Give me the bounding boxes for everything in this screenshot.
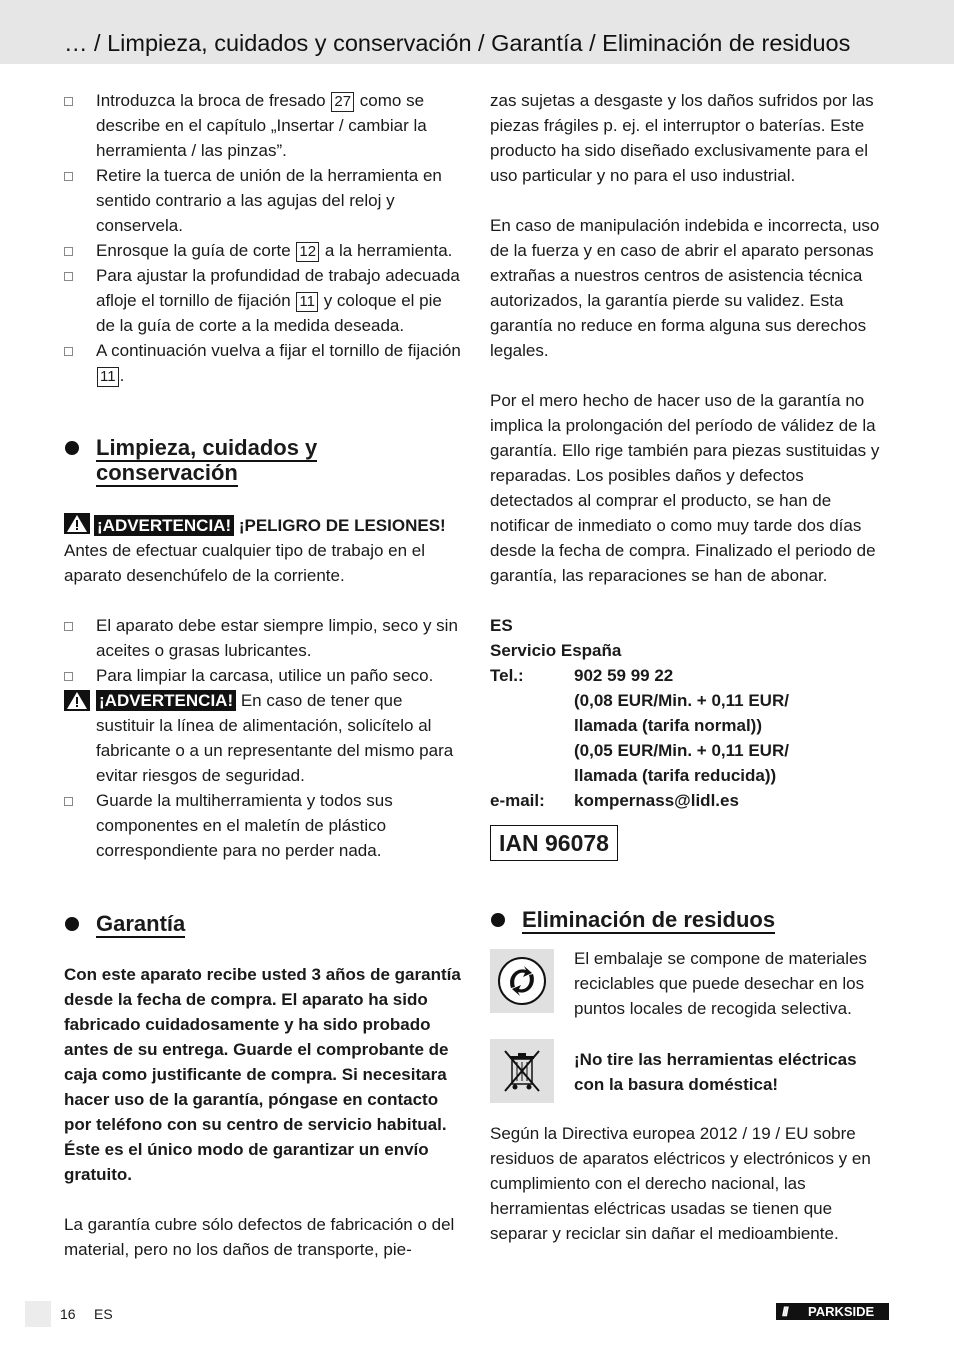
language-code: ES [94, 1306, 113, 1322]
warranty-text-continued: zas sujetas a desgaste y los daños sufridos por las piezas frágiles p. ej. el interruptor o baterías. Este producto ha sido diseñado exclusivamente para el uso particular y no para el uso industrial. [490, 91, 874, 185]
directive-text: Según la Directiva europea 2012 / 19 / EU sobre residuos de aparatos eléctricos y electrónicos y en cumplimiento con el derecho nacional, las herramientas eléctricas usadas se tienen que separar y reciclar sin dañar el medioambiente. [490, 1124, 871, 1243]
checkbox-square-icon [64, 622, 73, 631]
ian-number: IAN 96078 [490, 825, 618, 861]
list-item: Introduzca la broca de fresado 27 como se describe en el capítulo „Insertar / cambiar la herramienta / las pinzas”. [64, 88, 464, 163]
weee-warning: ¡No tire las herramientas eléctricas con la basura doméstica! [574, 1050, 857, 1094]
logo-text: PARKSIDE [808, 1304, 875, 1319]
warning-triangle-icon [64, 690, 90, 711]
list-item: Guarde la multiherramienta y todos sus componentes en el maletín de plástico correspondiente para no perder nada. [64, 788, 464, 863]
cleaning-list [64, 613, 464, 688]
service-country: ES [490, 616, 513, 635]
checkbox-square-icon [64, 672, 73, 681]
part-reference: 12 [296, 242, 319, 262]
warning-block-2: ¡ADVERTENCIA! En caso de tener que sustituir la línea de alimentación, solicítelo al fabricante o a un representante del mismo para evitar riesgos de seguridad. [64, 688, 464, 788]
list-item: Para ajustar la profundidad de trabajo adecuada afloje el tornillo de fijación 11 y coloque el pie de la guía de corte a la medida deseada. [64, 263, 464, 338]
service-name: Servicio España [490, 641, 622, 660]
left-column [64, 88, 464, 1262]
warning-label: ¡ADVERTENCIA! [94, 515, 234, 536]
checkbox-square-icon [64, 172, 73, 181]
warning-label: ¡ADVERTENCIA! [96, 690, 236, 711]
step-list [64, 88, 464, 388]
checkbox-square-icon [64, 797, 73, 806]
part-reference: 27 [331, 92, 354, 112]
parkside-logo [776, 1303, 889, 1320]
warranty-heading: Garantía [64, 911, 464, 936]
list-item: A continuación vuelva a fijar el tornillo de fijación 11 . [64, 338, 464, 388]
page-number-box [25, 1301, 51, 1327]
tel-label: Tel.: [490, 666, 524, 685]
cleaning-heading: Limpieza, cuidados y conservación [64, 435, 464, 485]
rate-normal-cont: llamada (tarifa normal)) [574, 716, 762, 735]
rate-normal: (0,08 EUR/Min. + 0,11 EUR/ [574, 691, 789, 710]
disposal-heading: Eliminación de residuos [490, 907, 890, 932]
checkbox-square-icon [64, 347, 73, 356]
warranty-paragraph-2: En caso de manipulación indebida e incorrecta, uso de la fuerza y en caso de abrir el aparato personas extrañas a nuestros centros de asistencia técnica autorizados, la garantía pierde su validez. Esta garantía no reduce en forma alguna sus derechos legales. [490, 216, 880, 360]
warranty-paragraph-3: Por el mero hecho de hacer uso de la garantía no implica la prolongación del período de válidez de la garantía. Ello rige también para piezas sustituidas y reparadas. Los posibles daños y defectos detectados al comprar el producto, se han de notificar de inmediato o como muy tarde dos días desde la fecha de compra. Finalizado el periodo de garantía, las reparaciones se han de abonar. [490, 391, 880, 585]
bullet-dot-icon [491, 913, 505, 927]
service-contact [490, 613, 890, 813]
green-dot-recycling-icon [490, 949, 554, 1013]
email-address: kompernass@lidl.es [574, 791, 739, 810]
part-reference: 11 [296, 292, 318, 312]
warning-triangle-icon [64, 513, 90, 534]
warning-title: ¡PELIGRO DE LESIONES! [234, 516, 446, 535]
email-label: e-mail: [490, 791, 545, 810]
checkbox-square-icon [64, 247, 73, 256]
warranty-text: La garantía cubre sólo defectos de fabricación o del material, pero no los daños de transporte, pie- [64, 1215, 455, 1259]
list-item: Para limpiar la carcasa, utilice un paño seco. [64, 663, 464, 688]
list-item: Retire la tuerca de unión de la herramienta en sentido contrario a las agujas del reloj y conservela. [64, 163, 464, 238]
packaging-text: El embalaje se compone de materiales reciclables que puede desechar en los puntos locales de recogida selectiva. [574, 949, 867, 1018]
list-item: El aparato debe estar siempre limpio, seco y sin aceites o grasas lubricantes. [64, 613, 464, 663]
cleaning-list-2 [64, 788, 464, 863]
logo-stripes: /// [782, 1304, 787, 1319]
warning-text: Antes de efectuar cualquier tipo de trabajo en el aparato desenchúfelo de la corriente. [64, 541, 426, 585]
rate-reduced-cont: llamada (tarifa reducida)) [574, 766, 777, 785]
checkbox-square-icon [64, 97, 73, 106]
bullet-dot-icon [65, 917, 79, 931]
list-item: Enrosque la guía de corte 12 a la herramienta. [64, 238, 464, 263]
page-number: 16 [60, 1306, 76, 1322]
weee-info [490, 1039, 890, 1103]
crossed-bin-icon [490, 1039, 554, 1103]
bullet-dot-icon [65, 441, 79, 455]
page-title: … / Limpieza, cuidados y conservación / Garantía / Eliminación de residuos [64, 30, 851, 56]
packaging-info [490, 949, 890, 1021]
rate-reduced: (0,05 EUR/Min. + 0,11 EUR/ [574, 741, 789, 760]
page-header [0, 0, 954, 64]
part-reference: 11 [97, 367, 119, 387]
warranty-bold-text: Con este aparato recibe usted 3 años de garantía desde la fecha de compra. El aparato ha sido fabricado cuidadosamente y ha sido probado antes de su entrega. Guarde el comprobante de caja como justificante de compra. Si necesitara hacer uso de la garantía, póngase en contacto por teléfono con su centro de servicio habitual. Éste es el único modo de garantizar un envío gratuito. [64, 965, 461, 1184]
right-column [490, 88, 890, 1246]
warning-block [64, 513, 464, 538]
tel-number: 902 59 99 22 [574, 666, 674, 685]
checkbox-square-icon [64, 272, 73, 281]
